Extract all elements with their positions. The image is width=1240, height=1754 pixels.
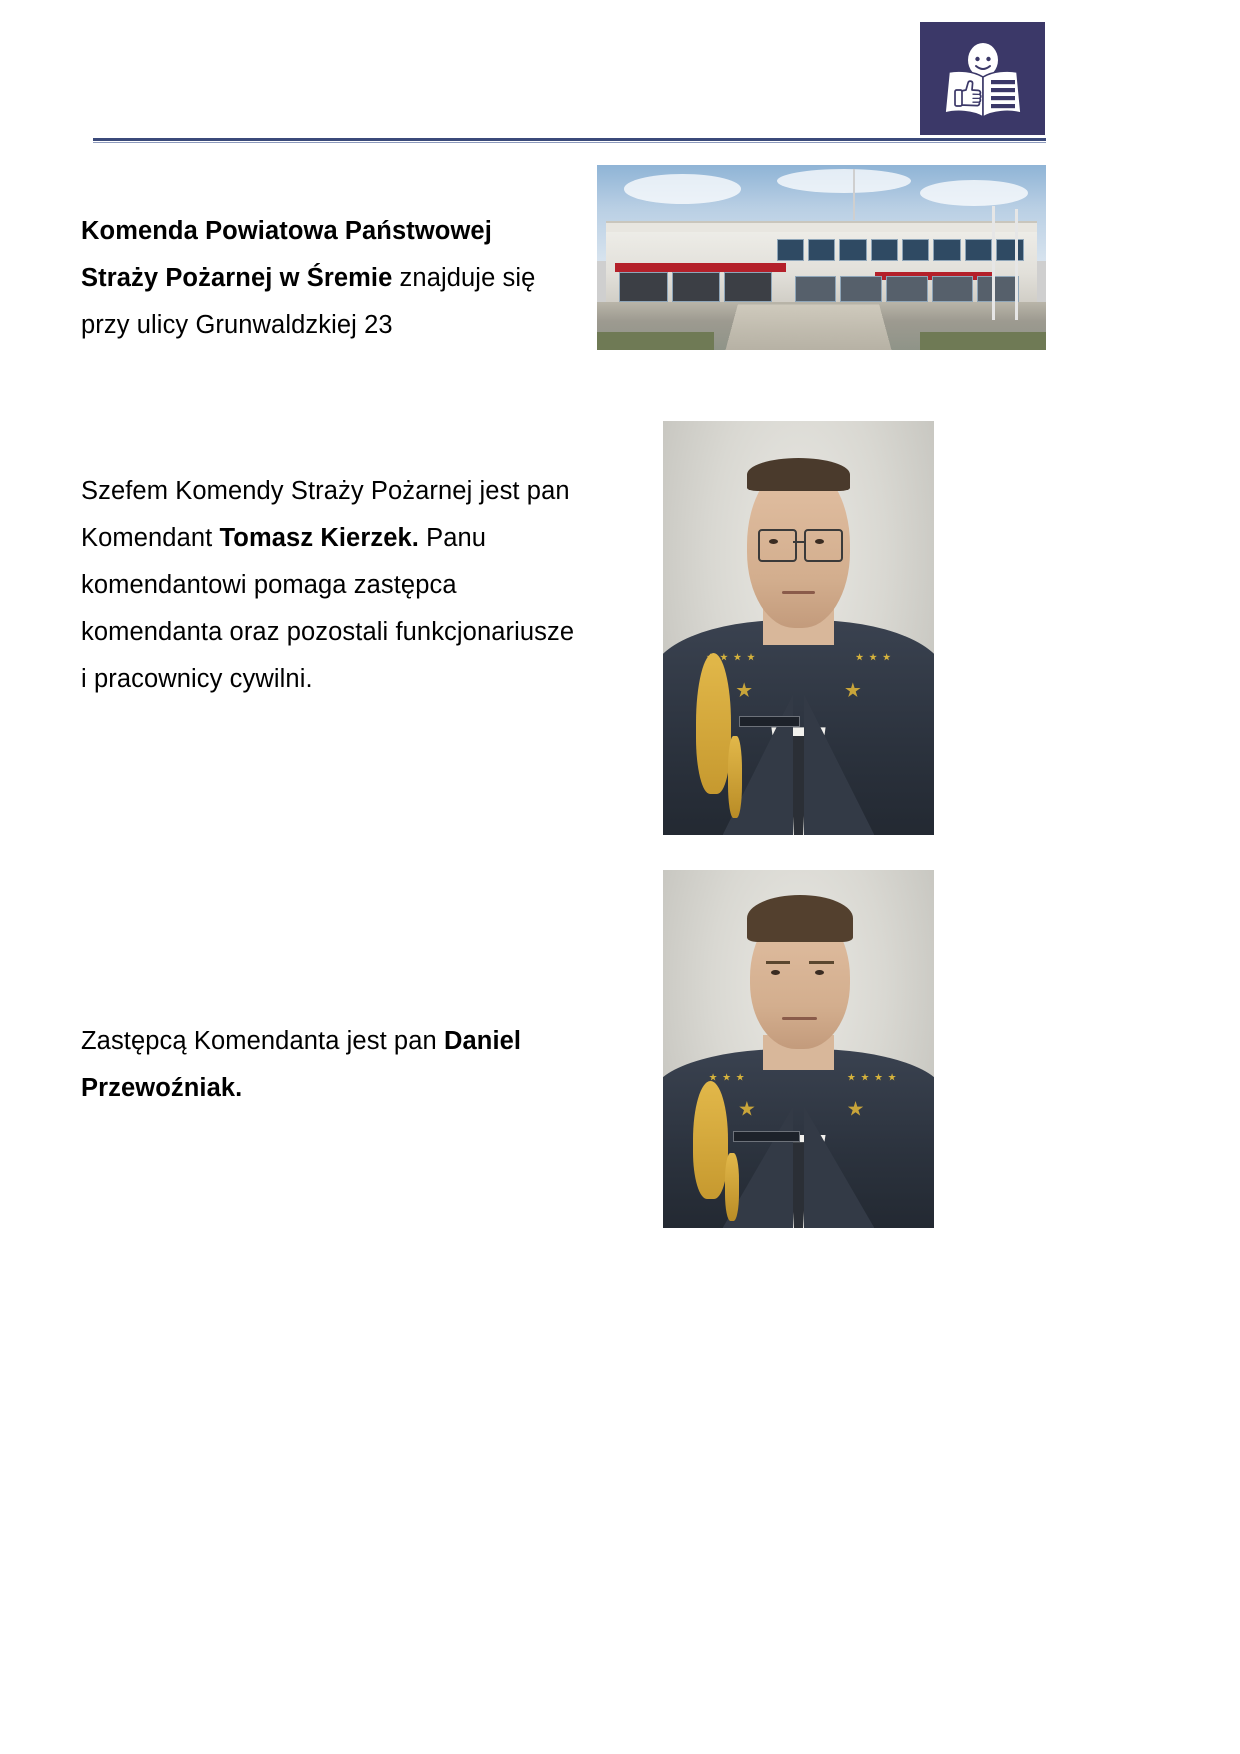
deputy-name: Daniel Przewoźniak. xyxy=(81,1027,522,1102)
portrait-eyebrow-right xyxy=(809,961,833,964)
photo-walkway xyxy=(725,304,892,350)
chief-paragraph xyxy=(81,468,581,703)
portrait-eyebrow-left xyxy=(766,961,790,964)
portrait-mouth xyxy=(782,591,815,594)
aiguillette-cord xyxy=(725,1153,739,1221)
address-street-text: znajduje się przy ulicy Grunwaldzkiej 23 xyxy=(81,264,536,339)
portrait-glasses-right xyxy=(804,529,843,562)
aiguillette-cord xyxy=(696,653,731,794)
photo-lawn xyxy=(597,332,714,351)
photo-window-row xyxy=(795,276,1020,302)
photo-cloud xyxy=(777,169,912,193)
portrait-glasses-bridge xyxy=(793,541,804,543)
photo-red-band xyxy=(615,263,786,272)
easy-to-read-icon xyxy=(933,33,1033,125)
deputy-intro-text: Zastępcą Komendanta jest pan xyxy=(81,1027,444,1055)
address-paragraph xyxy=(81,208,561,349)
aiguillette-cord xyxy=(728,736,742,819)
deputy-paragraph xyxy=(81,1018,581,1112)
address-organisation-name: Komenda Powiatowa Państwowej Straży Pożarnej w Śremie xyxy=(81,217,492,292)
chief-intro-text: Szefem Komendy Straży Pożarnej jest pan Komendant xyxy=(81,477,570,552)
deputy-portrait-photo xyxy=(663,870,934,1228)
portrait-glasses-left xyxy=(758,529,797,562)
portrait-hair xyxy=(747,895,853,942)
photo-cloud xyxy=(920,180,1028,206)
chief-portrait-photo xyxy=(663,421,934,835)
chief-support-text: Panu komendantowi pomaga zastępca komendanta oraz pozostali funkcjonariusze i pracownicy cywilni. xyxy=(81,524,575,693)
photo-window-row xyxy=(619,272,772,302)
portrait-hair xyxy=(747,458,850,491)
photo-lawn xyxy=(920,332,1046,351)
portrait-eye-left xyxy=(769,539,778,544)
photo-flagpole xyxy=(992,206,995,321)
photo-cloud xyxy=(624,174,741,204)
header-divider xyxy=(93,138,1046,141)
photo-window-row xyxy=(777,239,1024,261)
portrait-nameplate xyxy=(739,716,801,727)
photo-flagpole xyxy=(1015,209,1018,320)
header-divider-accent xyxy=(93,142,1046,143)
aiguillette-cord xyxy=(693,1081,728,1199)
fire-station-building-photo xyxy=(597,165,1046,350)
portrait-mouth xyxy=(782,1017,817,1020)
chief-name: Tomasz Kierzek. xyxy=(219,524,419,552)
portrait-nameplate xyxy=(733,1131,800,1142)
portrait-eye-right xyxy=(815,539,824,544)
photo-mast xyxy=(853,169,855,221)
easy-to-read-logo xyxy=(920,22,1045,135)
